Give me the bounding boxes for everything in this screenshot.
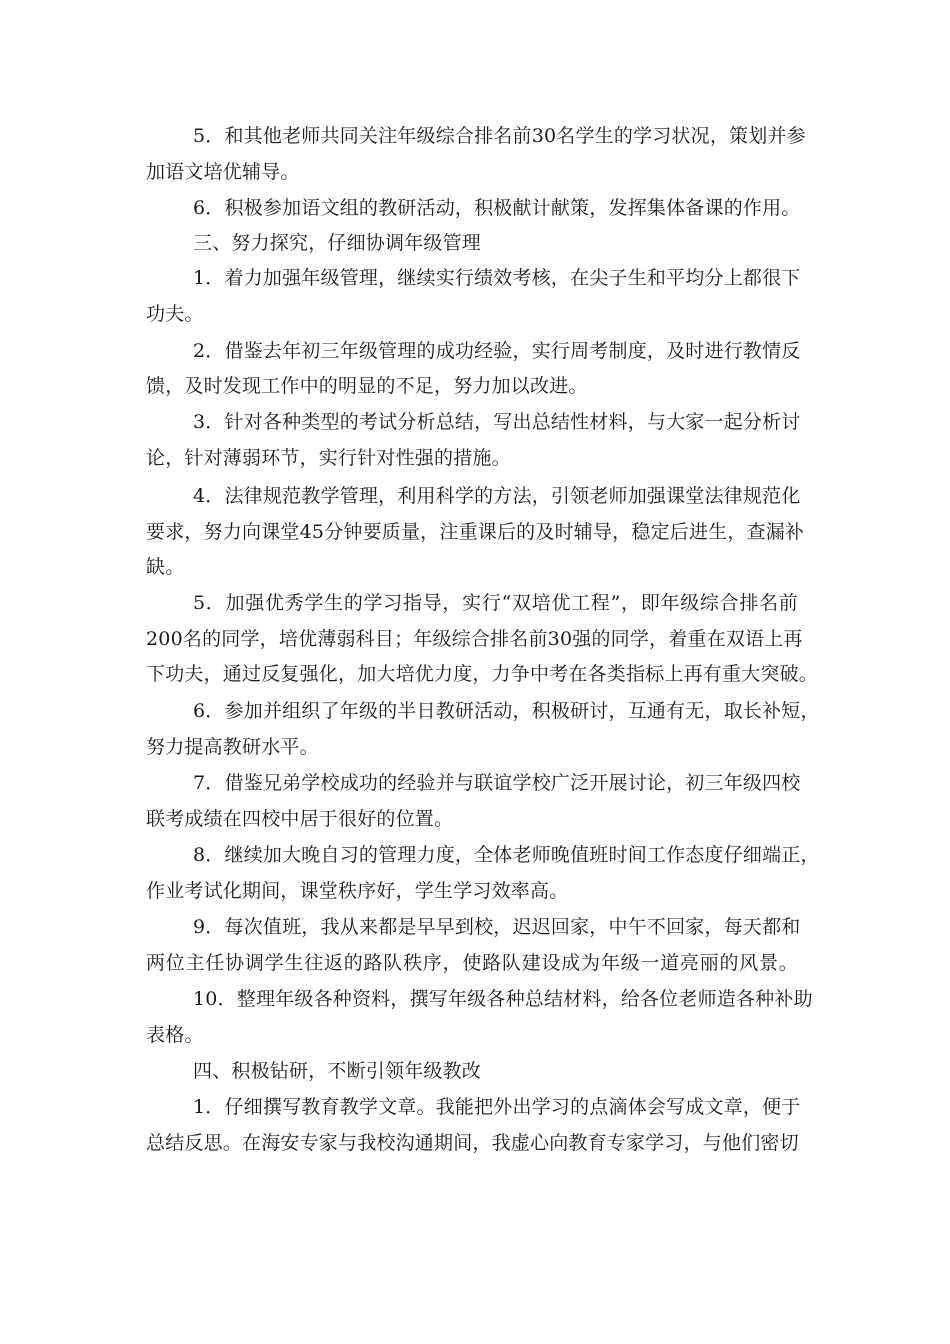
text-line: 7．借鉴兄弟学校成功的经验并与联谊学校广泛开展讨论，初三年级四校: [193, 772, 801, 794]
text-line: 总结反思。在海安专家与我校沟通期间，我虚心向教育专家学习，与他们密切: [146, 1132, 799, 1154]
text-line: 缺。: [146, 556, 185, 578]
text-line: 功夫。: [146, 303, 204, 325]
text-line: 作业考试化期间，课堂秩序好，学生学习效率高。: [146, 880, 569, 902]
section-heading: 四、积极钻研，不断引领年级教改: [193, 1060, 482, 1082]
text-line: 论，针对薄弱环节，实行针对性强的措施。: [146, 447, 511, 469]
text-line: 9．每次值班，我从来都是早早到校，迟迟回家，中午不回家，每天都和: [193, 916, 801, 938]
text-line: 5．和其他老师共同关注年级综合排名前30名学生的学习状况，策划并参: [193, 125, 806, 147]
text-line: 要求，努力向课堂45分钟要质量，注重课后的及时辅导，稳定后进生，查漏补: [146, 521, 805, 543]
text-line: 6．积极参加语文组的教研活动，积极献计献策，发挥集体备课的作用。: [193, 197, 801, 219]
text-line: 3．针对各种类型的考试分析总结，写出总结性材料，与大家一起分析讨: [193, 411, 801, 433]
text-line: 200名的同学，培优薄弱科目；年级综合排名前30强的同学，着重在双语上再: [146, 628, 803, 650]
text-line: 8．继续加大晚自习的管理力度，全体老师晚值班时间工作态度仔细端正，: [193, 844, 820, 866]
text-line: 10．整理年级各种资料，撰写年级各种总结材料，给各位老师造各种补助: [193, 988, 813, 1010]
text-line: 6．参加并组织了年级的半日教研活动，积极研讨，互通有无，取长补短，: [193, 700, 820, 722]
section-heading: 三、努力探究，仔细协调年级管理: [193, 232, 482, 254]
text-line: 4．法律规范教学管理，利用科学的方法，引领老师加强课堂法律规范化: [193, 485, 801, 507]
text-line: 馈，及时发现工作中的明显的不足，努力加以改进。: [146, 375, 588, 397]
text-line: 2．借鉴去年初三年级管理的成功经验，实行周考制度，及时进行教情反: [193, 340, 801, 362]
text-line: 1．仔细撰写教育教学文章。我能把外出学习的点滴体会写成文章，便于: [193, 1096, 801, 1118]
text-line: 表格。: [146, 1024, 204, 1046]
text-line: 加语文培优辅导。: [146, 161, 300, 183]
text-line: 联考成绩在四校中居于很好的位置。: [146, 808, 454, 830]
text-line: 努力提高教研水平。: [146, 736, 319, 758]
text-line: 1．着力加强年级管理，继续实行绩效考核，在尖子生和平均分上都很下: [193, 267, 801, 289]
text-line: 两位主任协调学生往返的路队秩序，使路队建设成为年级一道亮丽的风景。: [146, 952, 798, 974]
text-line: 下功夫，通过反复强化，加大培优力度，力争中考在各类指标上再有重大突破。: [146, 663, 819, 685]
text-line: 5．加强优秀学生的学习指导，实行“双培优工程”，即年级综合排名前: [193, 592, 798, 614]
